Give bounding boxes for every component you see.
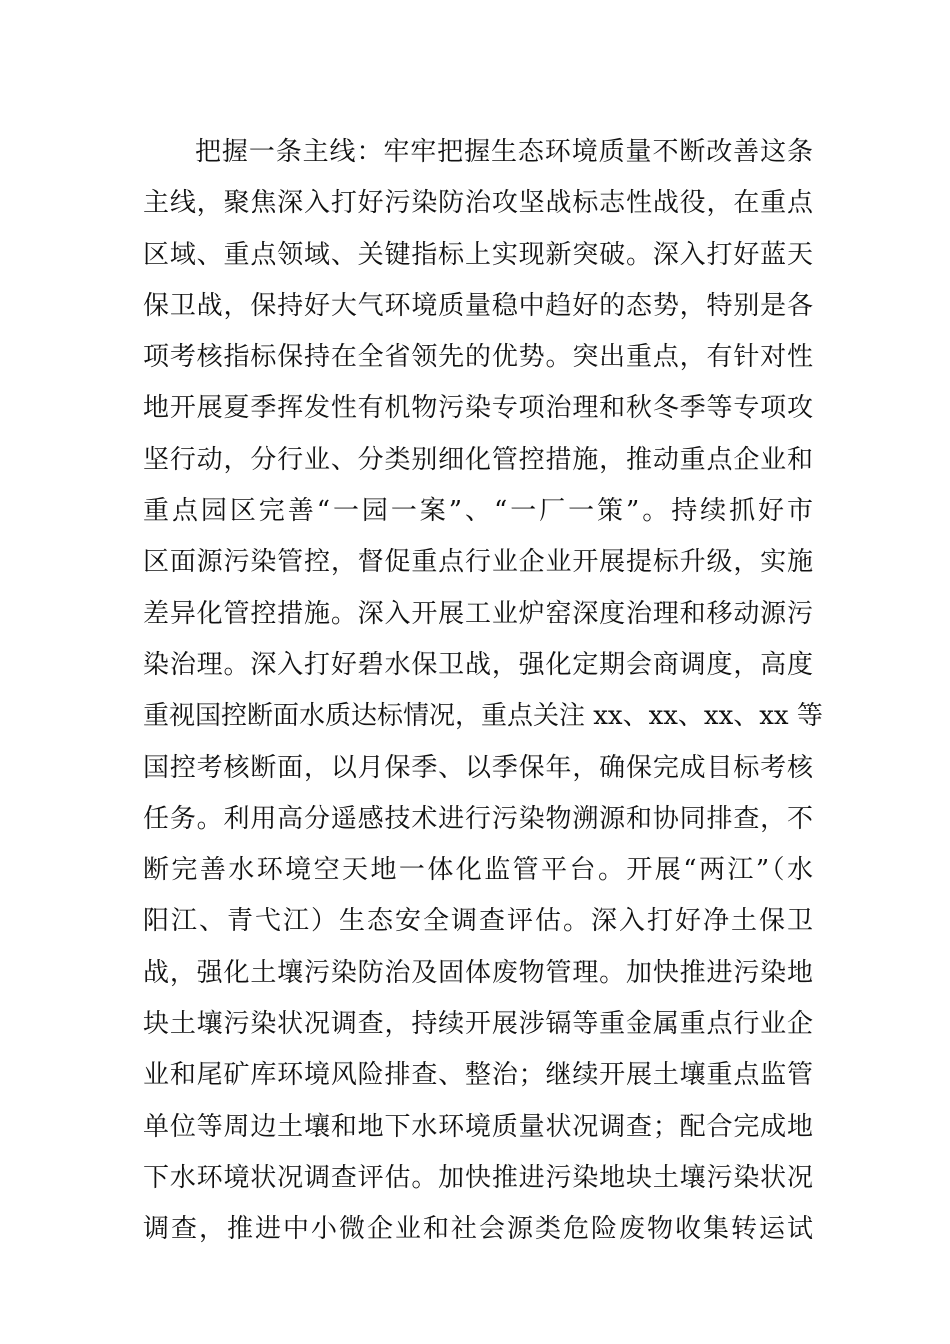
paragraph-line: 差异化管控措施。深入开展工业炉窑深度治理和移动源污 [143,598,813,629]
paragraph-line: 阳江、青弋江）生态安全调查评估。深入打好净土保卫 [143,906,813,937]
paragraph-line: 下水环境状况调查评估。加快推进污染地块土壤污染状况 [143,1162,813,1193]
body-paragraph [143,127,823,1256]
paragraph-line: 地开展夏季挥发性有机物污染专项治理和秋冬季等专项攻 [143,393,813,424]
paragraph-line: 调查，推进中小微企业和社会源类危险废物收集转运试 [143,1214,813,1245]
paragraph-line: 重点园区完善“一园一案”、“一厂一策”。持续抓好市 [143,496,813,527]
paragraph-line: 区面源污染管控，督促重点行业企业开展提标升级，实施 [143,547,813,578]
paragraph-line: 项考核指标保持在全省领先的优势。突出重点，有针对性 [143,342,813,373]
paragraph-line: 任务。利用高分遥感技术进行污染物溯源和协同排查，不 [143,803,813,834]
paragraph-line: 保卫战，保持好大气环境质量稳中趋好的态势，特别是各 [143,290,813,321]
paragraph-line: 业和尾矿库环境风险排查、整治；继续开展土壤重点监管 [143,1060,813,1091]
paragraph-line: 染治理。深入打好碧水保卫战，强化定期会商调度，高度 [143,649,813,680]
paragraph-line: 单位等周边土壤和地下水环境质量状况调查；配合完成地 [143,1111,813,1142]
paragraph-line: 战，强化土壤污染防治及固体废物管理。加快推进污染地 [143,957,813,988]
paragraph-line: 国控考核断面，以月保季、以季保年，确保完成目标考核 [143,752,813,783]
paragraph-line: 坚行动，分行业、分类别细化管控措施，推动重点企业和 [143,444,813,475]
paragraph-line: 重视国控断面水质达标情况，重点关注 xx、xx、xx、xx 等 [143,701,823,732]
paragraph-line: 主线，聚焦深入打好污染防治攻坚战标志性战役，在重点 [143,188,813,219]
paragraph-line: 把握一条主线：牢牢把握生态环境质量不断改善这条 [195,137,813,167]
paragraph-line: 块土壤污染状况调查，持续开展涉镉等重金属重点行业企 [143,1009,813,1040]
paragraph-line: 断完善水环境空天地一体化监管平台。开展“两江”（水 [143,855,813,886]
paragraph-line: 区域、重点领域、关键指标上实现新突破。深入打好蓝天 [143,239,813,270]
